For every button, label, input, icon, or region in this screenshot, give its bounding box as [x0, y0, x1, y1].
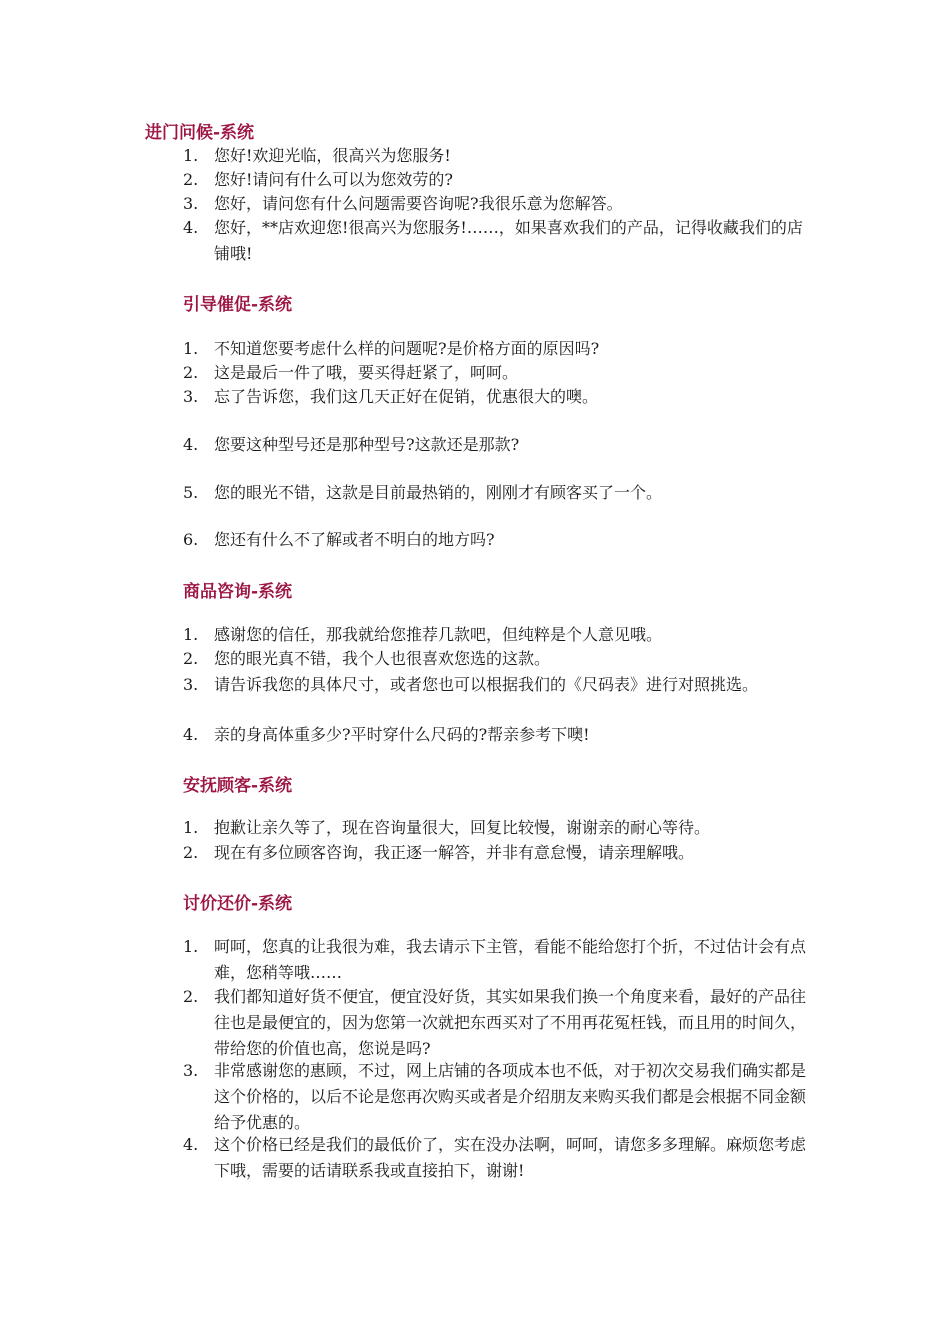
list-item — [183, 360, 813, 386]
list-number: 2. — [183, 987, 199, 1006]
section-title-bargaining: 讨价还价-系统 — [183, 894, 293, 914]
list-number: 1. — [183, 937, 199, 956]
list-text: 您的眼光不错，这款是目前最热销的，刚刚才有顾客买了一个。 — [214, 483, 663, 502]
list-text: 您好!请问有什么可以为您效劳的? — [214, 170, 454, 189]
list-item — [183, 1132, 813, 1184]
list-number: 3. — [183, 387, 199, 406]
list-text: 抱歉让亲久等了，现在咨询量很大，回复比较慢，谢谢亲的耐心等待。 — [214, 818, 711, 837]
list-text: 亲的身高体重多少?平时穿什么尺码的?帮亲参考下噢! — [214, 725, 590, 744]
list-text: 您还有什么不了解或者不明白的地方吗? — [214, 530, 495, 549]
list-text: 不知道您要考虑什么样的问题呢?是价格方面的原因吗? — [214, 339, 600, 358]
list-item — [183, 622, 813, 648]
list-number: 5. — [183, 483, 199, 502]
list-text: 非常感谢您的惠顾，不过，网上店铺的各项成本也不低，对于初次交易我们确实都是这个价格的，以后不论是您再次购买或者是介绍朋友来购买我们都是会根据不同金额给予优惠的。 — [214, 1061, 807, 1132]
list-text: 忘了告诉您，我们这几天正好在促销，优惠很大的噢。 — [214, 387, 599, 406]
list-number: 2. — [183, 843, 199, 862]
list-text: 这是最后一件了哦，要买得赶紧了，呵呵。 — [214, 363, 519, 382]
list-number: 4. — [183, 725, 199, 744]
list-text: 您要这种型号还是那种型号?这款还是那款? — [214, 435, 520, 454]
list-number: 2. — [183, 363, 199, 382]
list-number: 1. — [183, 146, 199, 165]
list-text: 您的眼光真不错，我个人也很喜欢您选的这款。 — [214, 649, 551, 668]
list-item — [183, 1058, 813, 1136]
list-item — [183, 143, 813, 169]
list-number: 3. — [183, 1061, 199, 1080]
list-item — [183, 432, 813, 458]
list-number: 1. — [183, 339, 199, 358]
list-number: 4. — [183, 218, 199, 237]
list-number: 4. — [183, 435, 199, 454]
list-number: 2. — [183, 649, 199, 668]
list-text: 现在有多位顾客咨询，我正逐一解答，并非有意怠慢，请亲理解哦。 — [214, 843, 695, 862]
list-text: 这个价格已经是我们的最低价了，实在没办法啊，呵呵，请您多多理解。麻烦您考虑下哦，需要的话请联系我或直接拍下，谢谢! — [214, 1135, 807, 1180]
list-item — [183, 840, 813, 866]
list-number: 3. — [183, 194, 199, 213]
list-number: 1. — [183, 625, 199, 644]
list-item — [183, 934, 813, 986]
list-item — [183, 815, 813, 841]
list-text: 您好!欢迎光临，很高兴为您服务! — [214, 146, 451, 165]
section-title-prompting: 引导催促-系统 — [183, 295, 293, 315]
section-title-greeting: 进门问候-系统 — [145, 123, 255, 143]
list-number: 2. — [183, 170, 199, 189]
list-item — [183, 646, 813, 672]
list-text: 感谢您的信任，那我就给您推荐几款吧，但纯粹是个人意见哦。 — [214, 625, 663, 644]
list-item — [183, 672, 813, 698]
list-text: 您好，请问您有什么问题需要咨询呢?我很乐意为您解答。 — [214, 194, 623, 213]
list-item — [183, 336, 813, 362]
list-text: 我们都知道好货不便宜，便宜没好货，其实如果我们换一个角度来看，最好的产品往往也是最便宜的，因为您第一次就把东西买对了不用再花冤枉钱，而且用的时间久，带给您的价值也高，您说是吗? — [214, 987, 807, 1058]
list-text: 呵呵，您真的让我很为难，我去请示下主管，看能不能给您打个折，不过估计会有点难，您稍等哦…… — [214, 937, 807, 982]
list-item — [183, 480, 813, 506]
list-number: 4. — [183, 1135, 199, 1154]
list-item — [183, 527, 813, 553]
list-text: 请告诉我您的具体尺寸，或者您也可以根据我们的《尺码表》进行对照挑选。 — [214, 675, 759, 694]
list-number: 6. — [183, 530, 199, 549]
list-item — [183, 722, 813, 748]
list-number: 3. — [183, 675, 199, 694]
list-item — [183, 384, 813, 410]
list-item — [183, 984, 813, 1062]
list-number: 1. — [183, 818, 199, 837]
list-text: 您好，**店欢迎您!很高兴为您服务!……，如果喜欢我们的产品，记得收藏我们的店铺哦! — [214, 218, 803, 263]
section-title-product-inquiry: 商品咨询-系统 — [183, 582, 293, 602]
list-item — [183, 167, 813, 193]
list-item — [183, 191, 813, 217]
list-item — [183, 215, 813, 267]
section-title-soothing: 安抚顾客-系统 — [183, 776, 293, 796]
